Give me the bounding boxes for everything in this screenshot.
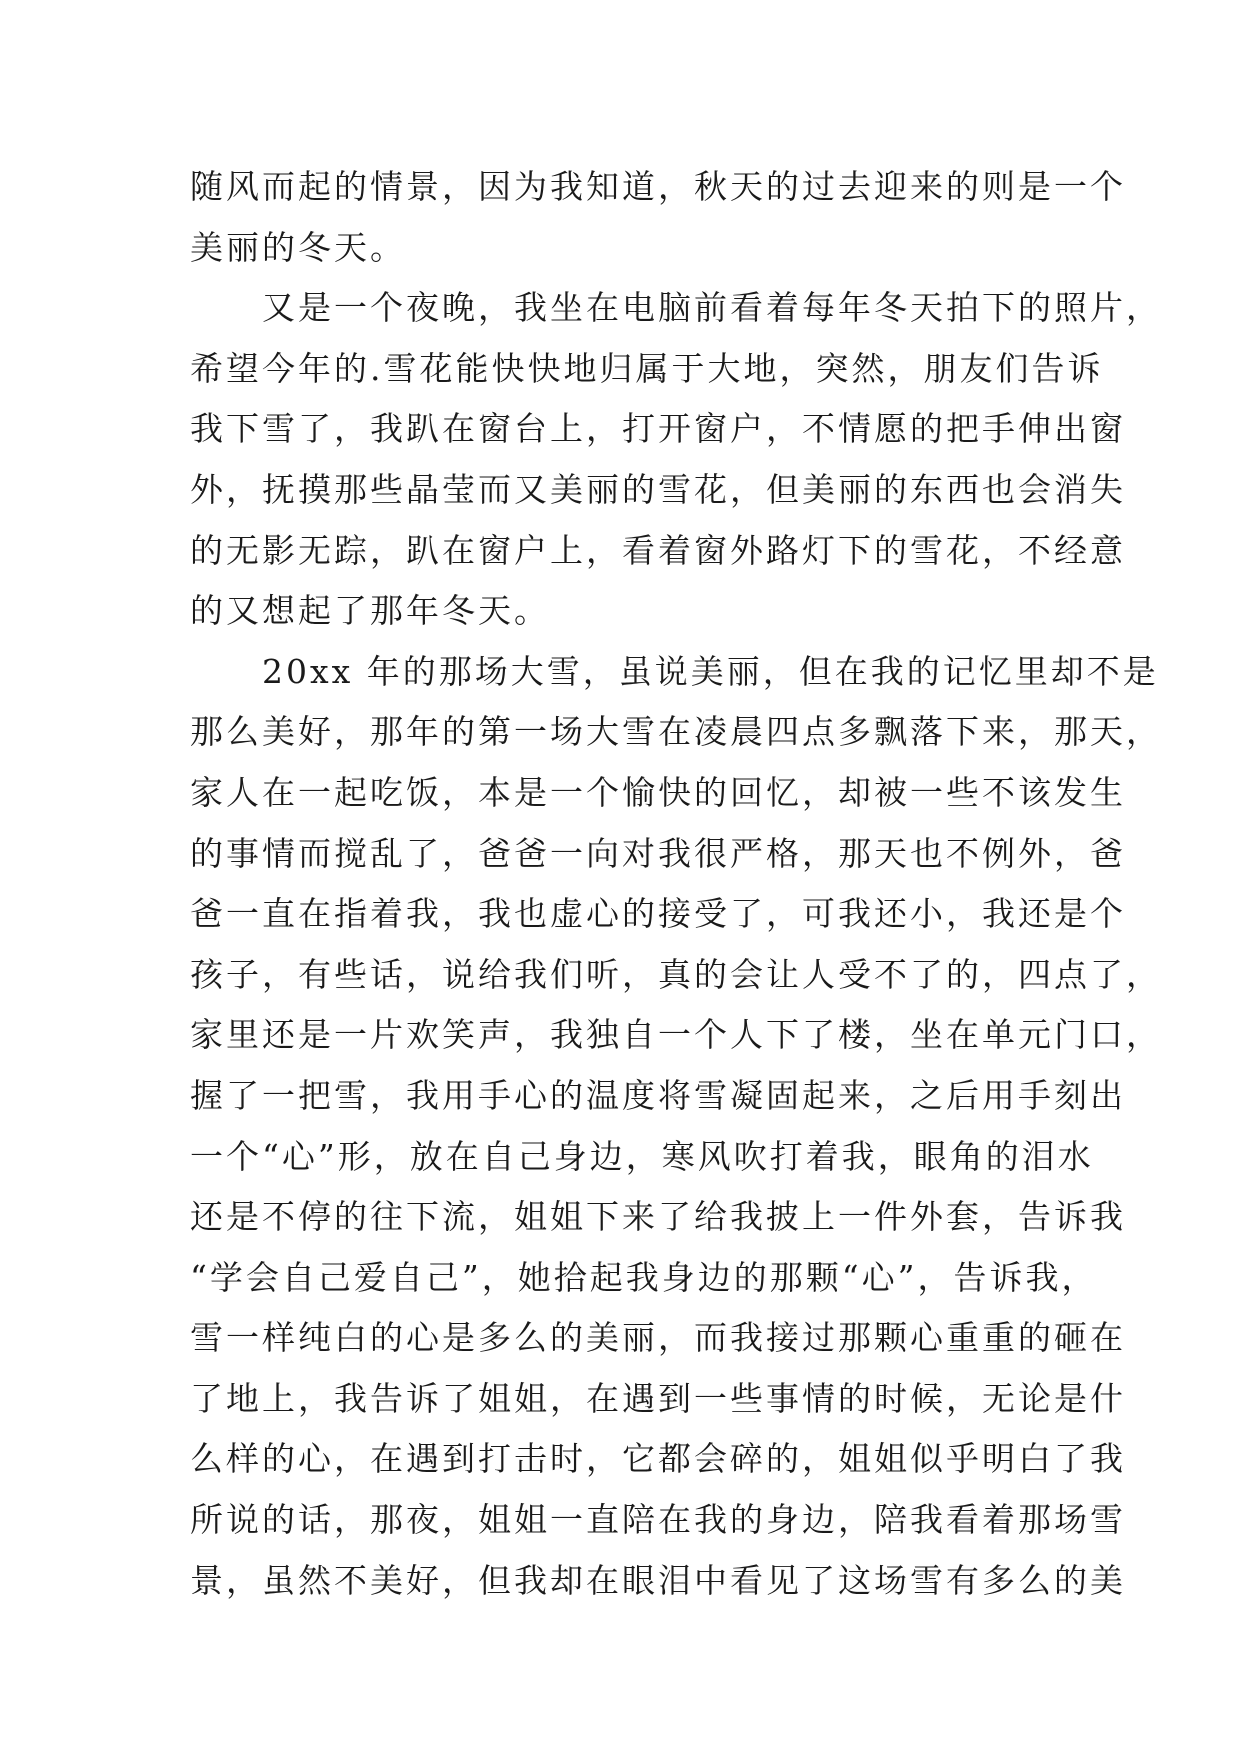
text-line: 的无影无踪，趴在窗户上，看着窗外路灯下的雪花，不经意	[190, 530, 1126, 570]
text-line: 了地上，我告诉了姐姐，在遇到一些事情的时候，无论是什	[190, 1378, 1126, 1418]
text-line: 家里还是一片欢笑声，我独自一个人下了楼，坐在单元门口，	[190, 1015, 1162, 1055]
text-line: 希望今年的.雪花能快快地归属于大地，突然，朋友们告诉	[190, 348, 1104, 388]
paragraph-3	[190, 642, 1162, 1612]
text-line: 爸一直在指着我，我也虚心的接受了，可我还小，我还是个	[190, 894, 1126, 934]
text-line: 所说的话，那夜，姐姐一直陪在我的身边，陪我看着那场雪	[190, 1500, 1126, 1540]
text-line: 那么美好，那年的第一场大雪在凌晨四点多飘落下来，那天，	[190, 712, 1162, 752]
text-line: 我下雪了，我趴在窗台上，打开窗户，不情愿的把手伸出窗	[190, 409, 1126, 449]
text-line: 的事情而搅乱了，爸爸一向对我很严格，那天也不例外，爸	[190, 833, 1126, 873]
text-line: 20xx 年的那场大雪，虽说美丽，但在我的记忆里却不是	[190, 651, 1159, 691]
text-line: 外，抚摸那些晶莹而又美丽的雪花，但美丽的东西也会消失	[190, 469, 1126, 509]
text-line: 么样的心，在遇到打击时，它都会碎的，姐姐似乎明白了我	[190, 1439, 1126, 1479]
text-line: 还是不停的往下流，姐姐下来了给我披上一件外套，告诉我	[190, 1197, 1126, 1237]
text-line: 的又想起了那年冬天。	[190, 591, 550, 631]
text-line: 景，虽然不美好，但我却在眼泪中看见了这场雪有多么的美	[190, 1560, 1126, 1600]
text-line: 美丽的冬天。	[190, 227, 406, 267]
text-line: “学会自己爱自己”，她拾起我身边的那颗“心”，告诉我，	[190, 1257, 1098, 1297]
paragraph-1	[190, 157, 1126, 278]
text-line: 握了一把雪，我用手心的温度将雪凝固起来，之后用手刻出	[190, 1075, 1126, 1115]
text-line: 雪一样纯白的心是多么的美丽，而我接过那颗心重重的砸在	[190, 1318, 1126, 1358]
text-line: 随风而起的情景，因为我知道，秋天的过去迎来的则是一个	[190, 167, 1126, 206]
text-line: 孩子，有些话，说给我们听，真的会让人受不了的，四点了，	[190, 954, 1162, 994]
text-line: 家人在一起吃饭，本是一个愉快的回忆，却被一些不该发生	[190, 772, 1126, 812]
essay-body	[190, 157, 1162, 1611]
text-line: 一个“心”形，放在自己身边，寒风吹打着我，眼角的泪水	[190, 1136, 1094, 1176]
text-line: 又是一个夜晚，我坐在电脑前看着每年冬天拍下的照片，	[190, 288, 1162, 328]
paragraph-2	[190, 278, 1162, 642]
